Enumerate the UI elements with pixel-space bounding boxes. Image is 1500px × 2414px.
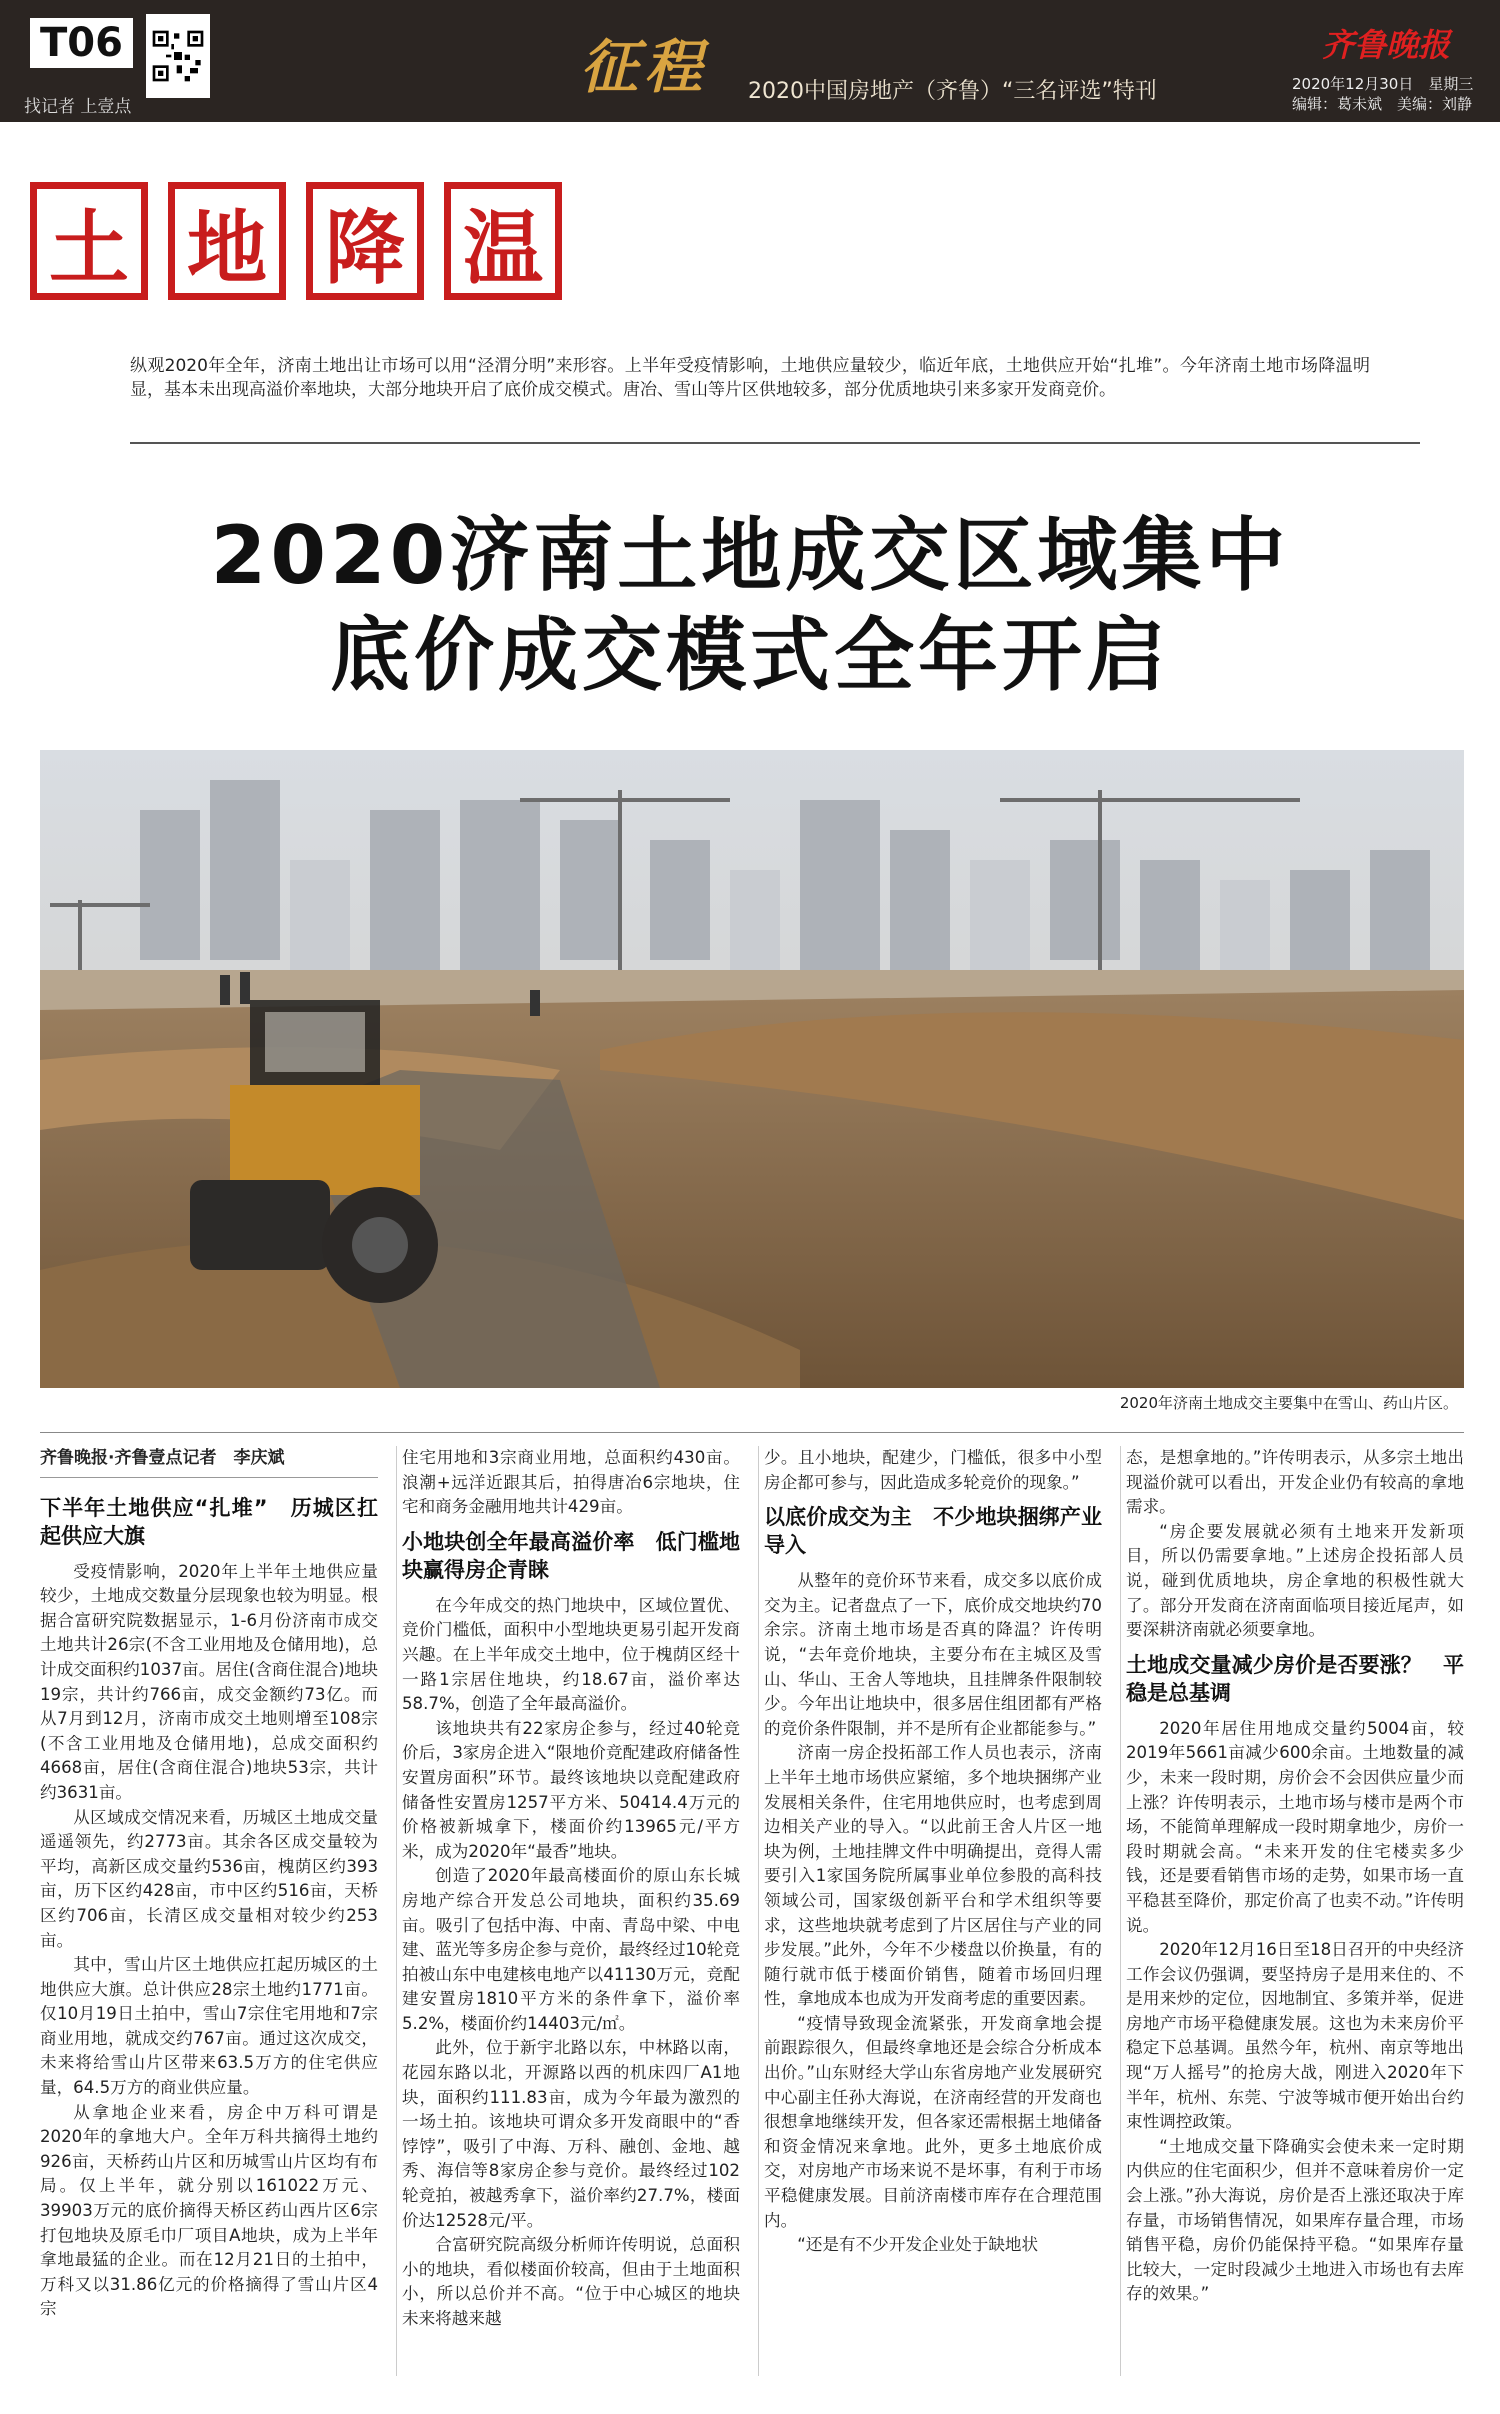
paragraph: 2020年居住用地成交量约5004亩，较2019年5661亩减少600余亩。土地数量的减少，未来一段时期，房价会不会因供应量少而上涨？许传明表示，土地市场与楼市是两个市场，不能简单理解成一段时期拿地少，房价一段时期就会高。“未来开发的住宅楼卖多少钱，还是要看销售市场的走势，如果市场一直平稳甚至降价，那定价高了也卖不动。”许传明说。 [1126,1718,1464,1935]
divider [130,442,1420,444]
divider [40,1432,1464,1433]
paragraph: 合富研究院高级分析师许传明说，总面积小的地块，看似楼面价较高，但由于土地面积小，所以总价并不高。“位于中心城区的地块未来将越来越 [402,2235,740,2328]
article-column-1 [40,1446,378,2376]
paragraph: 受疫情影响，2020年上半年土地供应量较少，土地成交数量分层现象也较为明显。根据合富研究院数据显示，1-6月份济南市成交土地共计26宗(不含工业用地及仓储用地)，总计成交面积约1037亩。居住(含商住混合)地块19宗，共计约766亩，成交金额约73亿。而从7月到12月，济南市成交土地则增至108宗(不含工业用地及仓储用地)，总成交面积约4668亩，居住(含商住混合)地块53宗，共计约3631亩。 [40,1561,378,1802]
paragraph: 少。且小地块，配建少，门槛低，很多中小型房企都可参与，因此造成多轮竞价的现象。” [764,1448,1102,1492]
reporter-tag: 找记者 上壹点 [24,97,132,117]
photo-caption: 2020年济南土地成交主要集中在雪山、药山片区。 [1119,1394,1458,1412]
qr-code[interactable] [146,14,210,98]
column-divider [758,1446,759,2376]
brand-subtitle: 2020中国房地产（齐鲁）“三名评选”特刊 [748,79,1157,104]
editor-credits: 编辑：葛未斌 美编：刘静 [1292,95,1473,113]
paragraph: 其中，雪山片区土地供应扛起历城区的土地供应大旗。总计供应28宗土地约1771亩。仅10月19日土拍中，雪山7宗住宅用地和7宗商业用地，就成交约767亩。通过这次成交，未来将给雪山片区带来63.5万方的住宅供应量，64.5万方的商业供应量。 [40,1955,378,2098]
headline-line-1: 2020济南土地成交区域集中 [210,509,1290,602]
paragraph: “房企要发展就必须有土地来开发新项目，所以仍需要拿地。”上述房企投拓部人员说，碰到优质地块，房企拿地的积极性就大了。部分开发商在济南面临项目接近尾声，如要深耕济南就必须要拿地。 [1126,1521,1464,1640]
paragraph: 在今年成交的热门地块中，区域位置优、竞价门槛低，面积中小型地块更易引起开发商兴趣。在上半年成交土地中，位于槐荫区经十一路1宗居住地块，约18.67亩，溢价率达58.7%，创造了全年最高溢价。 [402,1595,740,1714]
column-divider [1120,1446,1121,2376]
article-column-4 [1126,1446,1464,2376]
issue-date: 2020年12月30日 星期三 [1292,75,1474,93]
headline [0,506,1500,706]
subhead: 下半年土地供应“扎堆” 历城区扛起供应大旗 [40,1495,378,1548]
paragraph: “疫情导致现金流紧张，开发商拿地会提前跟踪很久，但最终拿地还是会综合分析成本出价。”山东财经大学山东省房地产业发展研究中心副主任孙大海说，在济南经营的开发商也很想拿地继续开发，但各家还需根据土地储备和资金情况来拿地。此外，更多土地底价成交，对房地产市场来说不是坏事，有利于市场平稳健康发展。目前济南楼市库存在合理范围内。 [764,2013,1102,2230]
stamp-char: 土 [30,182,148,300]
article-column-2 [402,1446,740,2376]
column-divider [396,1446,397,2376]
paragraph: 创造了2020年最高楼面价的原山东长城房地产综合开发总公司地块，面积约35.69亩。吸引了包括中海、中南、青岛中梁、中电建、蓝光等多房企参与竞价，最终经过10轮竞拍被山东中电建核电地产以41130万元，竞配建安置房1810平方米的条件拿下，溢价率5.2%，楼面价约14403元/㎡。 [402,1866,740,2033]
paragraph: 2020年12月16日至18日召开的中央经济工作会议仍强调，要坚持房子是用来住的、不是用来炒的定位，因地制宜、多策并举，促进房地产市场平稳健康发展。这也为未来房价平稳定下总基调。虽然今年，杭州、南京等地出现“万人摇号”的抢房大战，刚进入2020年下半年，杭州、东莞、宁波等城市便开始出台约束性调控政策。 [1126,1940,1464,2132]
paragraph: 从拿地企业来看，房企中万科可谓是2020年的拿地大户。全年万科共摘得土地约926亩，天桥药山片区和历城雪山片区均有布局。仅上半年，就分别以161022万元、39903万元的底价摘得天桥区药山西片区6宗打包地块及原毛巾厂项目A地块，成为上半年拿地最猛的企业。而在12月21日的土拍中，万科又以31.86亿元的价格摘得了雪山片区4宗 [40,2102,378,2319]
stamp-char: 地 [168,182,286,300]
article-column-3 [764,1446,1102,2376]
headline-line-2: 底价成交模式全年开启 [330,609,1170,702]
newspaper-logo: 齐鲁晚报 [1322,26,1451,64]
brand-title: 征程 [580,33,709,101]
dateline [1292,74,1473,114]
paragraph: 态，是想拿地的。”许传明表示，从多宗土地出现溢价就可以看出，开发企业仍有较高的拿地需求。 [1126,1448,1464,1517]
page-number: T06 [30,18,133,68]
byline: 齐鲁晚报·齐鲁壹点记者 李庆斌 [40,1446,378,1478]
paragraph: 从整年的竞价环节来看，成交多以底价成交为主。记者盘点了一下，底价成交地块约70余宗。济南土地市场是否真的降温？许传明说，“去年竞价地块，主要分布在主城区及雪山、华山、王舍人等地块，且挂牌条件限制较少。今年出让地块中，很多居住组团都有严格的竞价条件限制，并不是所有企业都能参与。” [764,1571,1102,1738]
subhead: 以底价成交为主 不少地块捆绑产业导入 [764,1505,1102,1558]
paragraph: 从区域成交情况来看，历城区土地成交量遥遥领先，约2773亩。其余各区成交量较为平均，高新区成交量约536亩，槐荫区约393亩，历下区约428亩，市中区约516亩，天桥区约706亩，长清区成交量相对较少约253亩。 [40,1807,378,1950]
photo-illustration [40,750,1464,1388]
masthead [0,0,1500,122]
stamp-char: 降 [306,182,424,300]
paragraph: 该地块共有22家房企参与，经过40轮竞价后，3家房企进入“限地价竞配建政府储备性安置房面积”环节。最终该地块以竞配建政府储备性安置房1257平方米、50414.4万元的价格被新城拿下，楼面价约13965元/平方米，成为2020年“最香”地块。 [402,1718,740,1861]
paragraph: “土地成交量下降确实会使未来一定时期内供应的住宅面积少，但并不意味着房价一定会上涨。”孙大海说，房价是否上涨还取决于库存量，市场销售情况，如果库存量合理，市场销售平稳，房价仍能保持平稳。“如果库存量比较大，一定时段减少土地进入市场也有去库存的效果。” [1126,2136,1464,2304]
paragraph: 济南一房企投拓部工作人员也表示，济南上半年土地市场供应紧缩，多个地块捆绑产业发展相关条件，住宅用地供应时，也考虑到周边相关产业的导入。“以此前王舍人片区一地块为例，土地挂牌文件中明确提出，竞得人需要引入1家国务院所属事业单位参股的高科技领域公司，国家级创新平台和学术组织等要求，这些地块就考虑到了片区居住与产业的同步发展。”此外，今年不少楼盘以价换量，有的随行就市低于楼面价销售，随着市场回归理性，拿地成本也成为开发商考虑的重要因素。 [764,1743,1102,2009]
paragraph: 此外，位于新宇北路以东，中林路以南，花园东路以北，开源路以西的机床四厂A1地块，面积约111.83亩，成为今年最为激烈的一场土拍。该地块可谓众多开发商眼中的“香饽饽”，吸引了中海、万科、融创、金地、越秀、海信等8家房企参与竞价。最终经过102轮竞拍，被越秀拿下，溢价率约27.7%，楼面价达12528元/平。 [402,2038,740,2230]
article-body [40,1446,1464,2376]
paragraph: 住宅用地和3宗商业用地，总面积约430亩。浪潮+远洋近跟其后，拍得唐冶6宗地块，住宅和商务金融用地共计429亩。 [402,1448,740,1517]
qr-code-icon [150,18,206,94]
paragraph: “还是有不少开发企业处于缺地状 [797,2235,1039,2255]
section-stamp [30,182,562,300]
subhead: 土地成交量减少房价是否要涨？ 平稳是总基调 [1126,1652,1464,1705]
intro-paragraph: 纵观2020年全年，济南土地出让市场可以用“泾渭分明”来形容。上半年受疫情影响，土地供应量较少，临近年底，土地供应开始“扎堆”。今年济南土地市场降温明显，基本未出现高溢价率地块，大部分地块开启了底价成交模式。唐冶、雪山等片区供地较多，部分优质地块引来多家开发商竞价。 [130,356,1370,400]
construction-site-photo [40,750,1464,1388]
subhead: 小地块创全年最高溢价率 低门槛地块赢得房企青睐 [402,1529,740,1582]
stamp-char: 温 [444,182,562,300]
